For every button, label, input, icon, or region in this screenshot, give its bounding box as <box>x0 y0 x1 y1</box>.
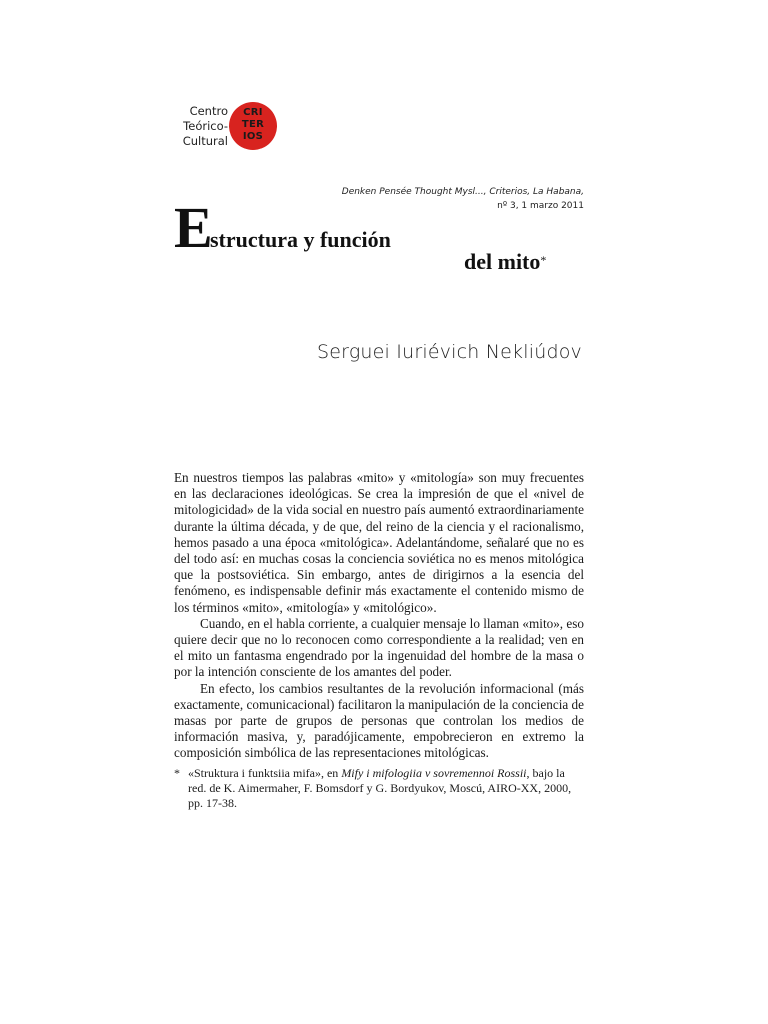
paragraph: Cuando, en el habla corriente, a cualquier mensaje lo llaman «mito», eso quiere decir que no lo reconocen como correspondiente a la realidad; ven en el mito un fantasma engendrado por la ingenuidad del hombre de la masa o por la intención consciente de los amantes del poder. <box>174 615 584 680</box>
footnote-text <box>174 766 584 811</box>
footnote-text-start: «Struktura i funktsiia mifa», en <box>188 766 342 780</box>
footnote-book-title: Mify i mifologiia v sovremennoi Rossii <box>341 766 527 780</box>
source-line: nº 3, 1 marzo 2011 <box>497 201 584 211</box>
author-name: Serguei Iuriévich Nekliúdov <box>317 341 582 363</box>
logo-circle-text: IOS <box>242 131 264 142</box>
logo-text-line: Cultural <box>182 134 228 148</box>
title-line-2-text: del mito <box>464 249 541 274</box>
title-footnote-mark: * <box>540 253 547 267</box>
title-line-1: structura y función <box>210 227 391 252</box>
footnote <box>174 766 584 811</box>
footnote-text-end: , bajo la red. de K. Aimermaher, F. Bomsdorf y G. Bordyukov, Moscú, AIRO-XX, 2000, pp. 17-38. <box>188 766 572 810</box>
logo-circle-text: TER <box>241 119 265 130</box>
logo-text-line: Teórico- <box>183 119 228 133</box>
article-body <box>174 470 584 762</box>
logo-wordmark <box>183 104 228 149</box>
source-line: Denken Pensée Thought Mysl..., Criterios, La Habana, <box>341 187 584 197</box>
publication-source <box>342 185 584 213</box>
title-line-2 <box>464 250 546 274</box>
logo-circle <box>229 102 277 150</box>
footnote-mark: * <box>174 766 180 780</box>
title-initial: E <box>174 195 213 260</box>
paragraph: En nuestros tiempos las palabras «mito» y «mitología» son muy frecuentes en las declaraciones ideológicas. Se crea la impresión de que el «nivel de mitologicidad» de la vida social en nuestro país aumentó extraordinariamente durante la última década, y de que, del reino de la ciencia y el racionalismo, hemos pasado a una época «mitológica». Adelantándome, señalaré que no es del todo así: en muchas cosas la conciencia soviética no es menos mitológica que la postsoviética. Sin embargo, antes de dirigirnos a la esencia del fenómeno, es indispensable definir más exactamente el contenido mismo de los términos «mito», «mitología» y «mitológico». <box>174 470 584 615</box>
logo-circle-text: CRI <box>243 107 263 118</box>
logo-text-line: Centro <box>189 104 228 118</box>
paragraph: En efecto, los cambios resultantes de la revolución informacional (más exactamente, comunicacional) facilitaron la manipulación de la conciencia de masas por parte de grupos de personas que controlan los medios de información masiva, y, paradójicamente, empobrecieron en extremo la composición simbólica de las representaciones mitológicas. <box>174 680 584 761</box>
criterios-logo <box>176 102 286 152</box>
